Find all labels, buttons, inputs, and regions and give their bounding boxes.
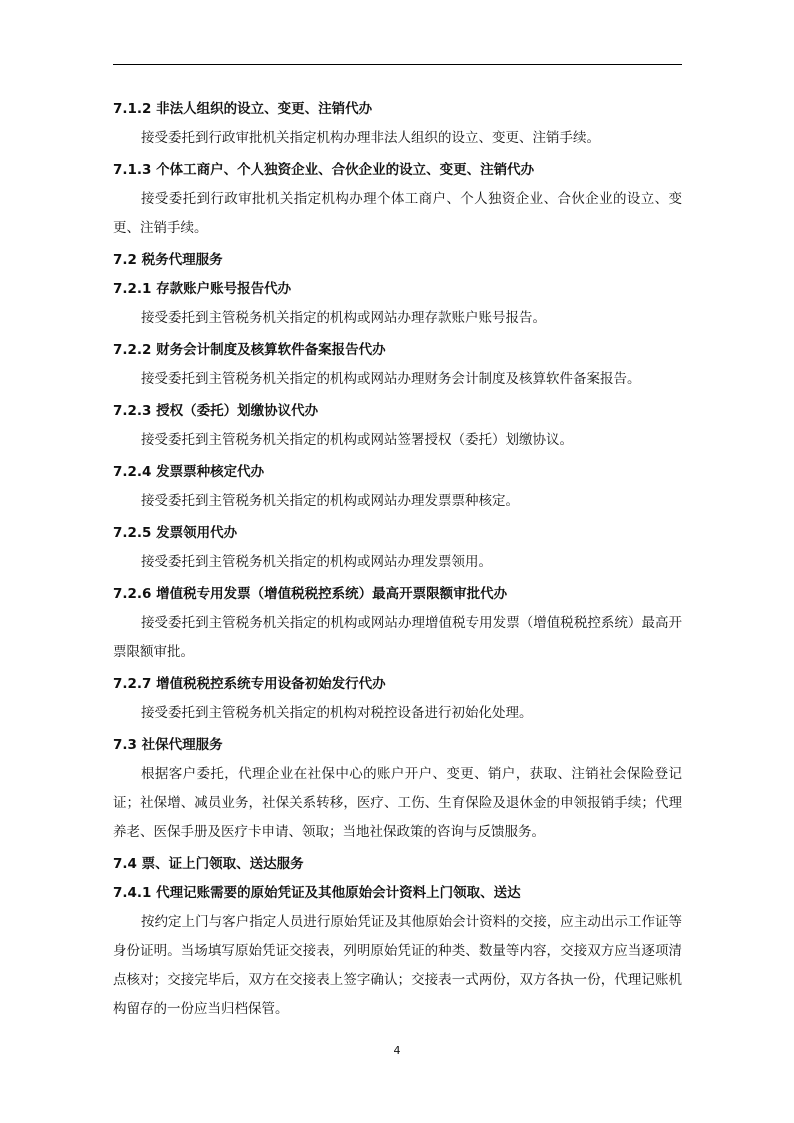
heading-7-2-7: 7.2.7 增值税税控系统专用设备初始发行代办	[113, 676, 386, 692]
paragraph-7-2-5: 接受委托到主管税务机关指定的机构或网站办理发票领用。	[141, 554, 492, 570]
page-number: 4	[393, 1044, 401, 1057]
document-body	[113, 98, 682, 1030]
heading-7-1-3: 7.1.3 个体工商户、个人独资企业、合伙企业的设立、变更、注销代办	[113, 162, 535, 178]
heading-7-2-6: 7.2.6 增值税专用发票（增值税税控系统）最高开票限额审批代办	[113, 586, 508, 602]
heading-7-2-1: 7.2.1 存款账户账号报告代办	[113, 281, 292, 297]
paragraph-7-2-1: 接受委托到主管税务机关指定的机构或网站办理存款账户账号报告。	[141, 310, 546, 326]
paragraph-7-4-1: 按约定上门与客户指定人员进行原始凭证及其他原始会计资料的交接，应主动出示工作证等身份证明。当场填写原始凭证交接表，列明原始凭证的种类、数量等内容，交接双方应当逐项清点核对；交接完毕后，双方在交接表上签字确认；交接表一式两份，双方各执一份，代理记账机构留存的一份应当归档保管。	[113, 914, 682, 1017]
paragraph-7-1-2: 接受委托到行政审批机关指定机构办理非法人组织的设立、变更、注销手续。	[141, 130, 600, 146]
heading-7-2-4: 7.2.4 发票票种核定代办	[113, 464, 265, 480]
heading-7-4-1: 7.4.1 代理记账需要的原始凭证及其他原始会计资料上门领取、送达	[113, 885, 521, 901]
heading-7-2-2: 7.2.2 财务会计制度及核算软件备案报告代办	[113, 342, 386, 358]
header-rule	[113, 64, 682, 65]
heading-7-2: 7.2 税务代理服务	[113, 252, 223, 268]
paragraph-7-2-3: 接受委托到主管税务机关指定的机构或网站签署授权（委托）划缴协议。	[141, 432, 573, 448]
heading-7-1-2: 7.1.2 非法人组织的设立、变更、注销代办	[113, 101, 373, 117]
paragraph-7-3: 根据客户委托，代理企业在社保中心的账户开户、变更、销户，获取、注销社会保险登记证；社保增、减员业务，社保关系转移，医疗、工伤、生育保险及退休金的申领报销手续；代理养老、医保手册及医疗卡申请、领取；当地社保政策的咨询与反馈服务。	[113, 766, 682, 840]
paragraph-7-2-6: 接受委托到主管税务机关指定的机构或网站办理增值税专用发票（增值税税控系统）最高开票限额审批。	[113, 615, 682, 660]
paragraph-7-2-7: 接受委托到主管税务机关指定的机构对税控设备进行初始化处理。	[141, 705, 533, 721]
heading-7-2-3: 7.2.3 授权（委托）划缴协议代办	[113, 403, 319, 419]
heading-7-2-5: 7.2.5 发票领用代办	[113, 525, 238, 541]
heading-7-4: 7.4 票、证上门领取、送达服务	[113, 856, 304, 872]
paragraph-7-2-4: 接受委托到主管税务机关指定的机构或网站办理发票票种核定。	[141, 493, 519, 509]
paragraph-7-1-3: 接受委托到行政审批机关指定机构办理个体工商户、个人独资企业、合伙企业的设立、变更、注销手续。	[113, 191, 682, 236]
heading-7-3: 7.3 社保代理服务	[113, 737, 223, 753]
paragraph-7-2-2: 接受委托到主管税务机关指定的机构或网站办理财务会计制度及核算软件备案报告。	[141, 371, 641, 387]
